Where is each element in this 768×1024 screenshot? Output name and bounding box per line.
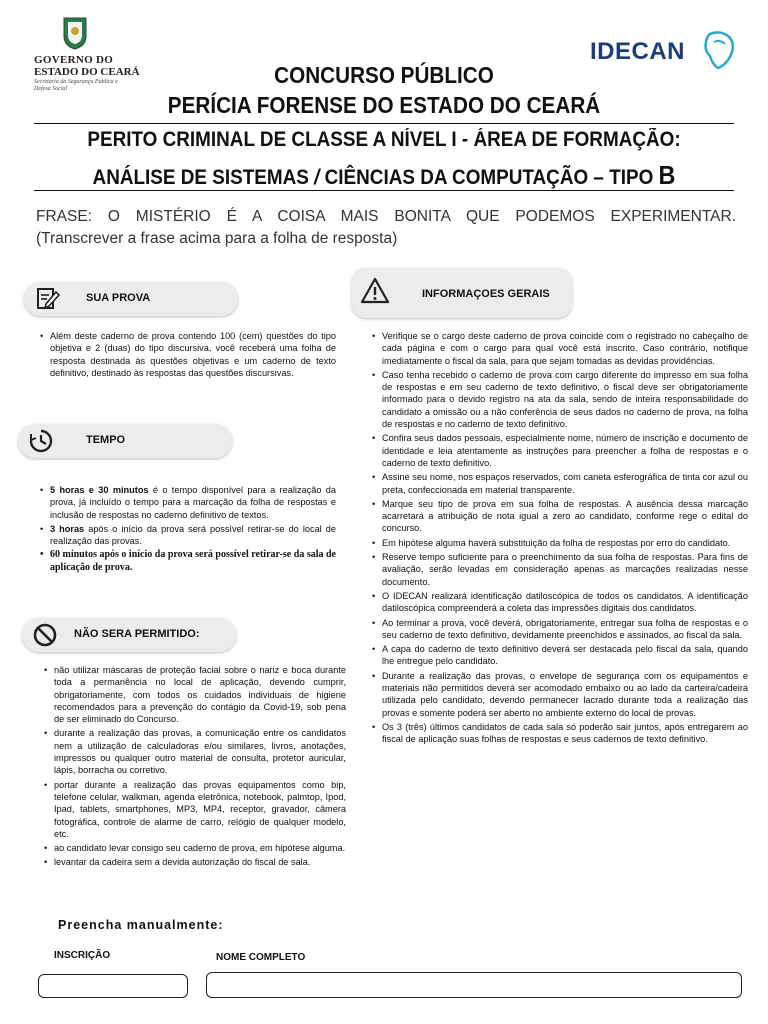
section-label-nao-permitido: NÃO SERA PERMITIDO: [74, 628, 200, 640]
list-item: • Assine seu nome, nos espaços reservados, com caneta esferográfica de tinta cor azul ou preta, confeccionada em material transparente. [382, 471, 748, 496]
ceara-seal-icon [62, 16, 88, 50]
gov-line3: Secretaria da Segurança Pública e Defesa Social [34, 79, 118, 92]
list-item: • portar durante a realização das provas equipamentos como bip, telefone celular, walkman, agenda eletrônica, notebook, palmtop, Ipod, Ipad, tablets, smartphones, MP3, MP4, receptor, gravador, câmera fotográfica, controle de alarme de carro, relógio de qualquer modelo, etc. [54, 779, 346, 840]
clock-icon [26, 426, 56, 456]
title-pericia: PERÍCIA FORENSE DO ESTADO DO CEARÁ [167, 92, 601, 118]
section-label-informacoes: INFORMAÇOES GERAIS [422, 288, 550, 300]
list-item: • durante a realização das provas, a comunicação entre os candidatos nem a utilização de calculadoras e/ou similares, livros, anotações, impressos ou qualquer outro material de consulta, protetor auricular, lápis, borracha ou corretivo. [54, 727, 346, 776]
gov-line1: GOVERNO DO [34, 54, 114, 66]
list-item: • 60 minutos após o início da prova será possível retirar-se da sala de aplicação de prova. [50, 549, 336, 574]
list-item: • Confira seus dados pessoais, especialmente nome, número de inscrição e documento de identidade e leia atentamente as instruções para preencher a folha de respostas e o caderno de texto definitivo. [382, 432, 748, 469]
section-label-tempo: TEMPO [86, 434, 126, 446]
tempo-text: é o tempo disponível para a realização da prova, já incluído o tempo para a marcação da folha de respostas e inclusão de respostas no caderno definitivo de textos. [50, 485, 336, 520]
section-header-tempo [18, 424, 232, 458]
list-informacoes [372, 330, 748, 748]
list-item [50, 523, 336, 548]
list-item: • A capa do caderno de texto definitivo deverá ser destacada pelo fiscal da sala, quando lhe entregue pelo candidato. [382, 643, 748, 668]
title-concurso: CONCURSO PÚBLICO [274, 62, 494, 88]
list-item: • Além deste caderno de prova contendo 100 (cem) questões do tipo objetiva e 2 (duas) do tipo discursiva, você receberá uma folha de resposta destinada às questões objetivas e um caderno de texto definitivo, destinado às respostas das questões discursivas. [50, 330, 336, 379]
inscricao-field[interactable] [38, 974, 188, 998]
section-label-sua-prova: SUA PROVA [86, 292, 151, 304]
list-item: • não utilizar máscaras de proteção facial sobre o nariz e boca durante toda a permanência no local de aplicação, devendo cumprir, obrigatoriamente, com todos os cuidados individuais de higiene recomendados para a prevenção do contágio da Covid-19, sob pena de ser eliminado do Concurso. [54, 664, 346, 725]
frase-text: FRASE: O MISTÉRIO É A COISA MAIS BONITA QUE PODEMOS EXPERIMENTAR. [36, 208, 736, 225]
cargo-line1: PERITO CRIMINAL DE CLASSE A NÍVEL I - ÁREA DE FORMAÇÃO: [87, 128, 681, 151]
list-item: • levantar da cadeira sem a devida autorização do fiscal de sala. [54, 856, 346, 868]
section-header-sua-prova [24, 282, 238, 316]
edit-document-icon [32, 284, 62, 314]
cargo-tipo: B [658, 160, 676, 190]
inscricao-label: INSCRIÇÃO [54, 950, 111, 961]
list-item: • Ao terminar a prova, você deverá, obrigatoriamente, entregar sua folha de respostas e o seu caderno de texto definitivo, devidamente preenchidos e assinados, ao fiscal da sala. [382, 617, 748, 642]
cargo-part-a: ANÁLISE DE SISTEMAS [92, 166, 315, 189]
transcrever-note: (Transcrever a frase acima para a folha de resposta) [36, 230, 398, 247]
divider-bottom [34, 190, 734, 191]
nome-label: NOME COMPLETO [216, 952, 306, 963]
list-item: • O IDECAN realizará identificação datiloscópica de todos os candidatos. A identificação datiloscópica compreenderá a coleta das impressões digitais dos candidatos. [382, 590, 748, 615]
list-item: • Verifique se o cargo deste caderno de prova coincide com o registrado no cabeçalho de cada página e com o cargo para qual você está inscrito. Caso contrário, notifique imediatamente o fiscal da sala, para que sejam tomadas as devidas providências. [382, 330, 748, 367]
tempo-bold: 5 horas e 30 minutos [50, 485, 149, 495]
cargo-part-b: CIÊNCIAS DA COMPUTAÇÃO – TIPO [319, 166, 659, 189]
list-item: • Reserve tempo suficiente para o preenchimento da sua folha de respostas. Para fins de avaliação, serão levadas em consideração apenas as marcações realizadas nesse documento. [382, 551, 748, 588]
list-item: • Em hipótese alguma haverá substituição da folha de respostas por erro do candidato. [382, 537, 748, 549]
section-header-nao-permitido [22, 618, 236, 652]
list-sua-prova [40, 330, 336, 381]
prohibited-icon [30, 620, 60, 650]
list-item: • ao candidato levar consigo seu caderno de prova, em hipótese alguma. [54, 842, 346, 854]
section-header-informacoes [352, 268, 572, 318]
cargo-slash: / [314, 166, 320, 189]
idecan-logo-text: IDECAN [590, 38, 686, 65]
list-item: • Caso tenha recebido o caderno de prova com cargo diferente do impresso em sua folha de respostas e em seu caderno de texto definitivo, o fiscal deve ser obrigatoriamente informado para o devido registro na ata da sala, sendo de inteira responsabilidade do candidato a omissão ou a não conferência de seus dados no caderno de prova, na folha de respostas e no caderno de texto definitivo. [382, 369, 748, 430]
divider-top [34, 123, 734, 124]
warning-icon [360, 276, 390, 306]
preencha-label: Preencha manualmente: [58, 918, 224, 932]
list-item [50, 484, 336, 521]
list-tempo [40, 484, 336, 576]
list-item: • Os 3 (três) últimos candidatos de cada sala só poderão sair juntos, após entregarem ao fiscal de aplicação suas folhas de respostas e seus cadernos de texto definitivo. [382, 721, 748, 746]
tempo-bold: 3 horas [50, 523, 85, 534]
cargo-line2 [38, 160, 729, 191]
tempo-text: após o início da prova será possível retirar-se do local de realização das provas. [50, 523, 336, 547]
gov-line2: ESTADO DO CEARÁ [34, 66, 140, 78]
list-item: • Marque seu tipo de prova em sua folha de respostas. A ausência dessa marcação acarretará a atribuição de nota igual a zero ao candidato, conforme rege o edital do concurso. [382, 498, 748, 535]
list-item: • Durante a realização das provas, o envelope de segurança com os equipamentos e materiais não permitidos deverá ser acomodado embaixo ou ao lado da carteira/cadeira utilizada pelo candidato, devendo permanecer lacrado durante toda a realização das provas e somente poderá ser aberto no ambiente externo do local de provas. [382, 670, 748, 719]
nome-completo-field[interactable] [206, 972, 742, 998]
list-nao-permitido [44, 664, 346, 871]
